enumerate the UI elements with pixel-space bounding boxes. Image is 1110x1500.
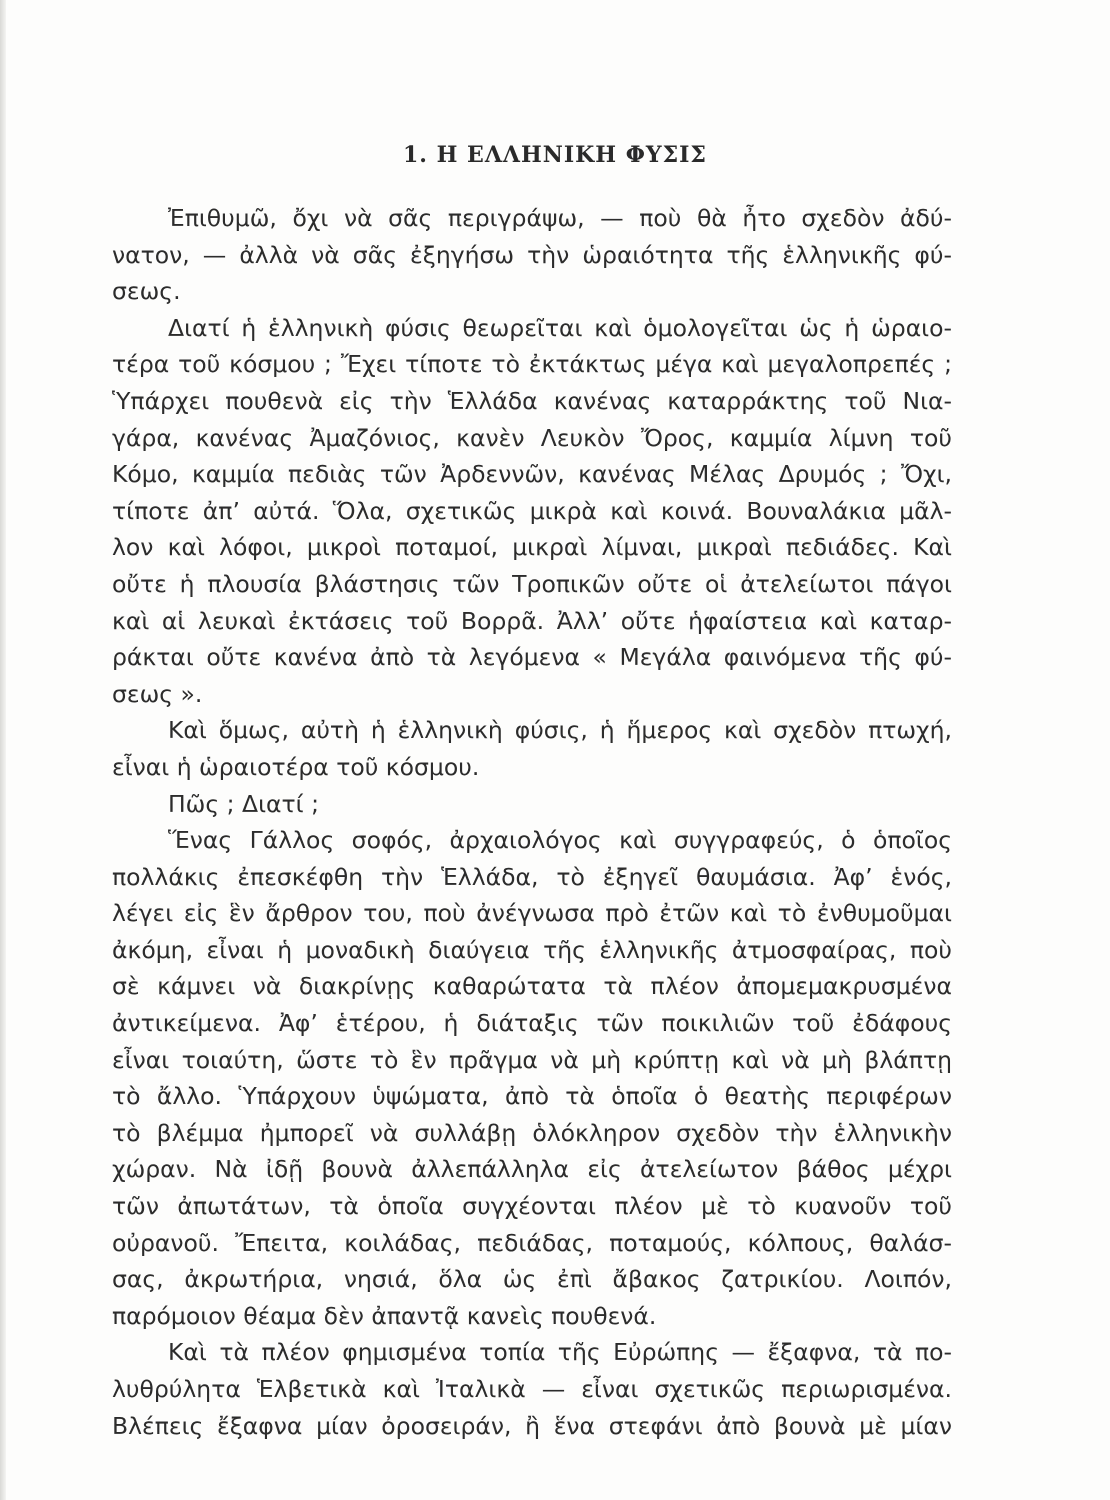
chapter-heading: 1. Η ΕΛΛΗΝΙΚΗ ΦΥΣΙΣ: [402, 142, 707, 168]
text-line: σεως ».: [112, 679, 203, 708]
text-line: εἶναι τοιαύτη, ὥστε τὸ ἓν πρᾶγμα νὰ μὴ κρύπτῃ καὶ νὰ μὴ βλάπτῃ: [112, 1045, 952, 1074]
text-line: γάρα, κανένας Ἀμαζόνιος, κανὲν Λευκὸν Ὄρος, καμμία λίμνη τοῦ: [112, 423, 952, 452]
text-line: Διατί ἡ ἑλληνικὴ φύσις θεωρεῖται καὶ ὁμολογεῖται ὡς ἡ ὡραιο-: [168, 313, 952, 342]
text-line: τὸ ἄλλο. Ὑπάρχουν ὑψώματα, ἀπὸ τὰ ὁποῖα ὁ θεατὴς περιφέρων: [112, 1082, 952, 1111]
text-line: Καὶ ὅμως, αὐτὴ ἡ ἑλληνικὴ φύσις, ἡ ἥμερος καὶ σχεδὸν πτωχή,: [168, 716, 952, 745]
text-line: χώραν. Νὰ ἰδῇ βουνὰ ἀλλεπάλληλα εἰς ἀτελείωτον βάθος μέχρι: [112, 1155, 952, 1184]
text-line: λον καὶ λόφοι, μικροὶ ποταμοί, μικραὶ λίμναι, μικραὶ πεδιάδες. Καὶ: [112, 533, 952, 562]
text-line: λέγει εἰς ἓν ἄρθρον του, ποὺ ἀνέγνωσα πρὸ ἐτῶν καὶ τὸ ἐνθυμοῦμαι: [112, 899, 952, 928]
text-line: τέρα τοῦ κόσμου ; Ἔχει τίποτε τὸ ἐκτάκτως μέγα καὶ μεγαλοπρεπές ;: [112, 350, 952, 379]
page-binding-edge: [0, 0, 6, 1500]
body-text: [112, 200, 952, 1444]
text-line: νατον, — ἀλλὰ νὰ σᾶς ἐξηγήσω τὴν ὡραιότητα τῆς ἑλληνικῆς φύ-: [112, 240, 952, 269]
text-line: οὐρανοῦ. Ἔπειτα, κοιλάδας, πεδιάδας, ποταμούς, κόλπους, θαλάσ-: [112, 1228, 952, 1257]
text-line: Βλέπεις ἔξαφνα μίαν ὀροσειράν, ἢ ἕνα στεφάνι ἀπὸ βουνὰ μὲ μίαν: [112, 1411, 952, 1440]
text-line: σεως.: [112, 277, 181, 306]
text-line: εἶναι ἡ ὡραιοτέρα τοῦ κόσμου.: [112, 752, 480, 781]
text-line: Καὶ τὰ πλέον φημισμένα τοπία τῆς Εὐρώπης — ἔξαφνα, τὰ πο-: [168, 1338, 952, 1367]
text-line: πολλάκις ἐπεσκέφθη τὴν Ἑλλάδα, τὸ ἐξηγεῖ θαυμάσια. Ἀφ’ ἑνός,: [112, 862, 952, 891]
text-line: οὔτε ἡ πλουσία βλάστησις τῶν Τροπικῶν οὔτε οἱ ἀτελείωτοι πάγοι: [112, 569, 952, 598]
text-line: Ἕνας Γάλλος σοφός, ἀρχαιολόγος καὶ συγγραφεύς, ὁ ὁποῖος: [168, 826, 952, 855]
text-line: Ὑπάρχει πουθενὰ εἰς τὴν Ἑλλάδα κανένας καταρράκτης τοῦ Νια-: [112, 386, 952, 415]
text-line: ἀκόμη, εἶναι ἡ μοναδικὴ διαύγεια τῆς ἑλληνικῆς ἀτμοσφαίρας, ποὺ: [112, 935, 952, 964]
text-line: τίποτε ἀπ’ αὐτά. Ὅλα, σχετικῶς μικρὰ καὶ κοινά. Βουναλάκια μᾶλ-: [112, 496, 952, 525]
text-line: Κόμο, καμμία πεδιὰς τῶν Ἀρδεννῶν, κανένας Μέλας Δρυμός ; Ὄχι,: [112, 460, 952, 489]
text-line: σας, ἀκρωτήρια, νησιά, ὅλα ὡς ἐπὶ ἄβακος ζατρικίου. Λοιπόν,: [112, 1265, 952, 1294]
text-line: λυθρύλητα Ἑλβετικὰ καὶ Ἰταλικὰ — εἶναι σχετικῶς περιωρισμένα.: [112, 1375, 952, 1403]
text-line: Πῶς ; Διατί ;: [168, 789, 320, 818]
text-line: τῶν ἀπωτάτων, τὰ ὁποῖα συγχέονται πλέον μὲ τὸ κυανοῦν τοῦ: [112, 1192, 952, 1221]
text-line: Ἐπιθυμῶ, ὄχι νὰ σᾶς περιγράψω, — ποὺ θὰ ἦτο σχεδὸν ἀδύ-: [168, 204, 952, 232]
text-line: παρόμοιον θέαμα δὲν ἀπαντᾷ κανεὶς πουθενά.: [112, 1301, 657, 1330]
text-line: ράκται οὔτε κανένα ἀπὸ τὰ λεγόμενα « Μεγάλα φαινόμενα τῆς φύ-: [112, 643, 952, 672]
text-line: ἀντικείμενα. Ἀφ’ ἑτέρου, ἡ διάταξις τῶν ποικιλιῶν τοῦ ἐδάφους: [112, 1009, 952, 1038]
text-line: καὶ αἱ λευκαὶ ἐκτάσεις τοῦ Βορρᾶ. Ἀλλ’ οὔτε ἡφαίστεια καὶ καταρ-: [112, 606, 952, 635]
text-line: τὸ βλέμμα ἠμπορεῖ νὰ συλλάβῃ ὁλόκληρον σχεδὸν τὴν ἑλληνικὴν: [112, 1118, 952, 1147]
text-line: σὲ κάμνει νὰ διακρίνῃς καθαρώτατα τὰ πλέον ἀπομεμακρυσμένα: [112, 972, 952, 1001]
